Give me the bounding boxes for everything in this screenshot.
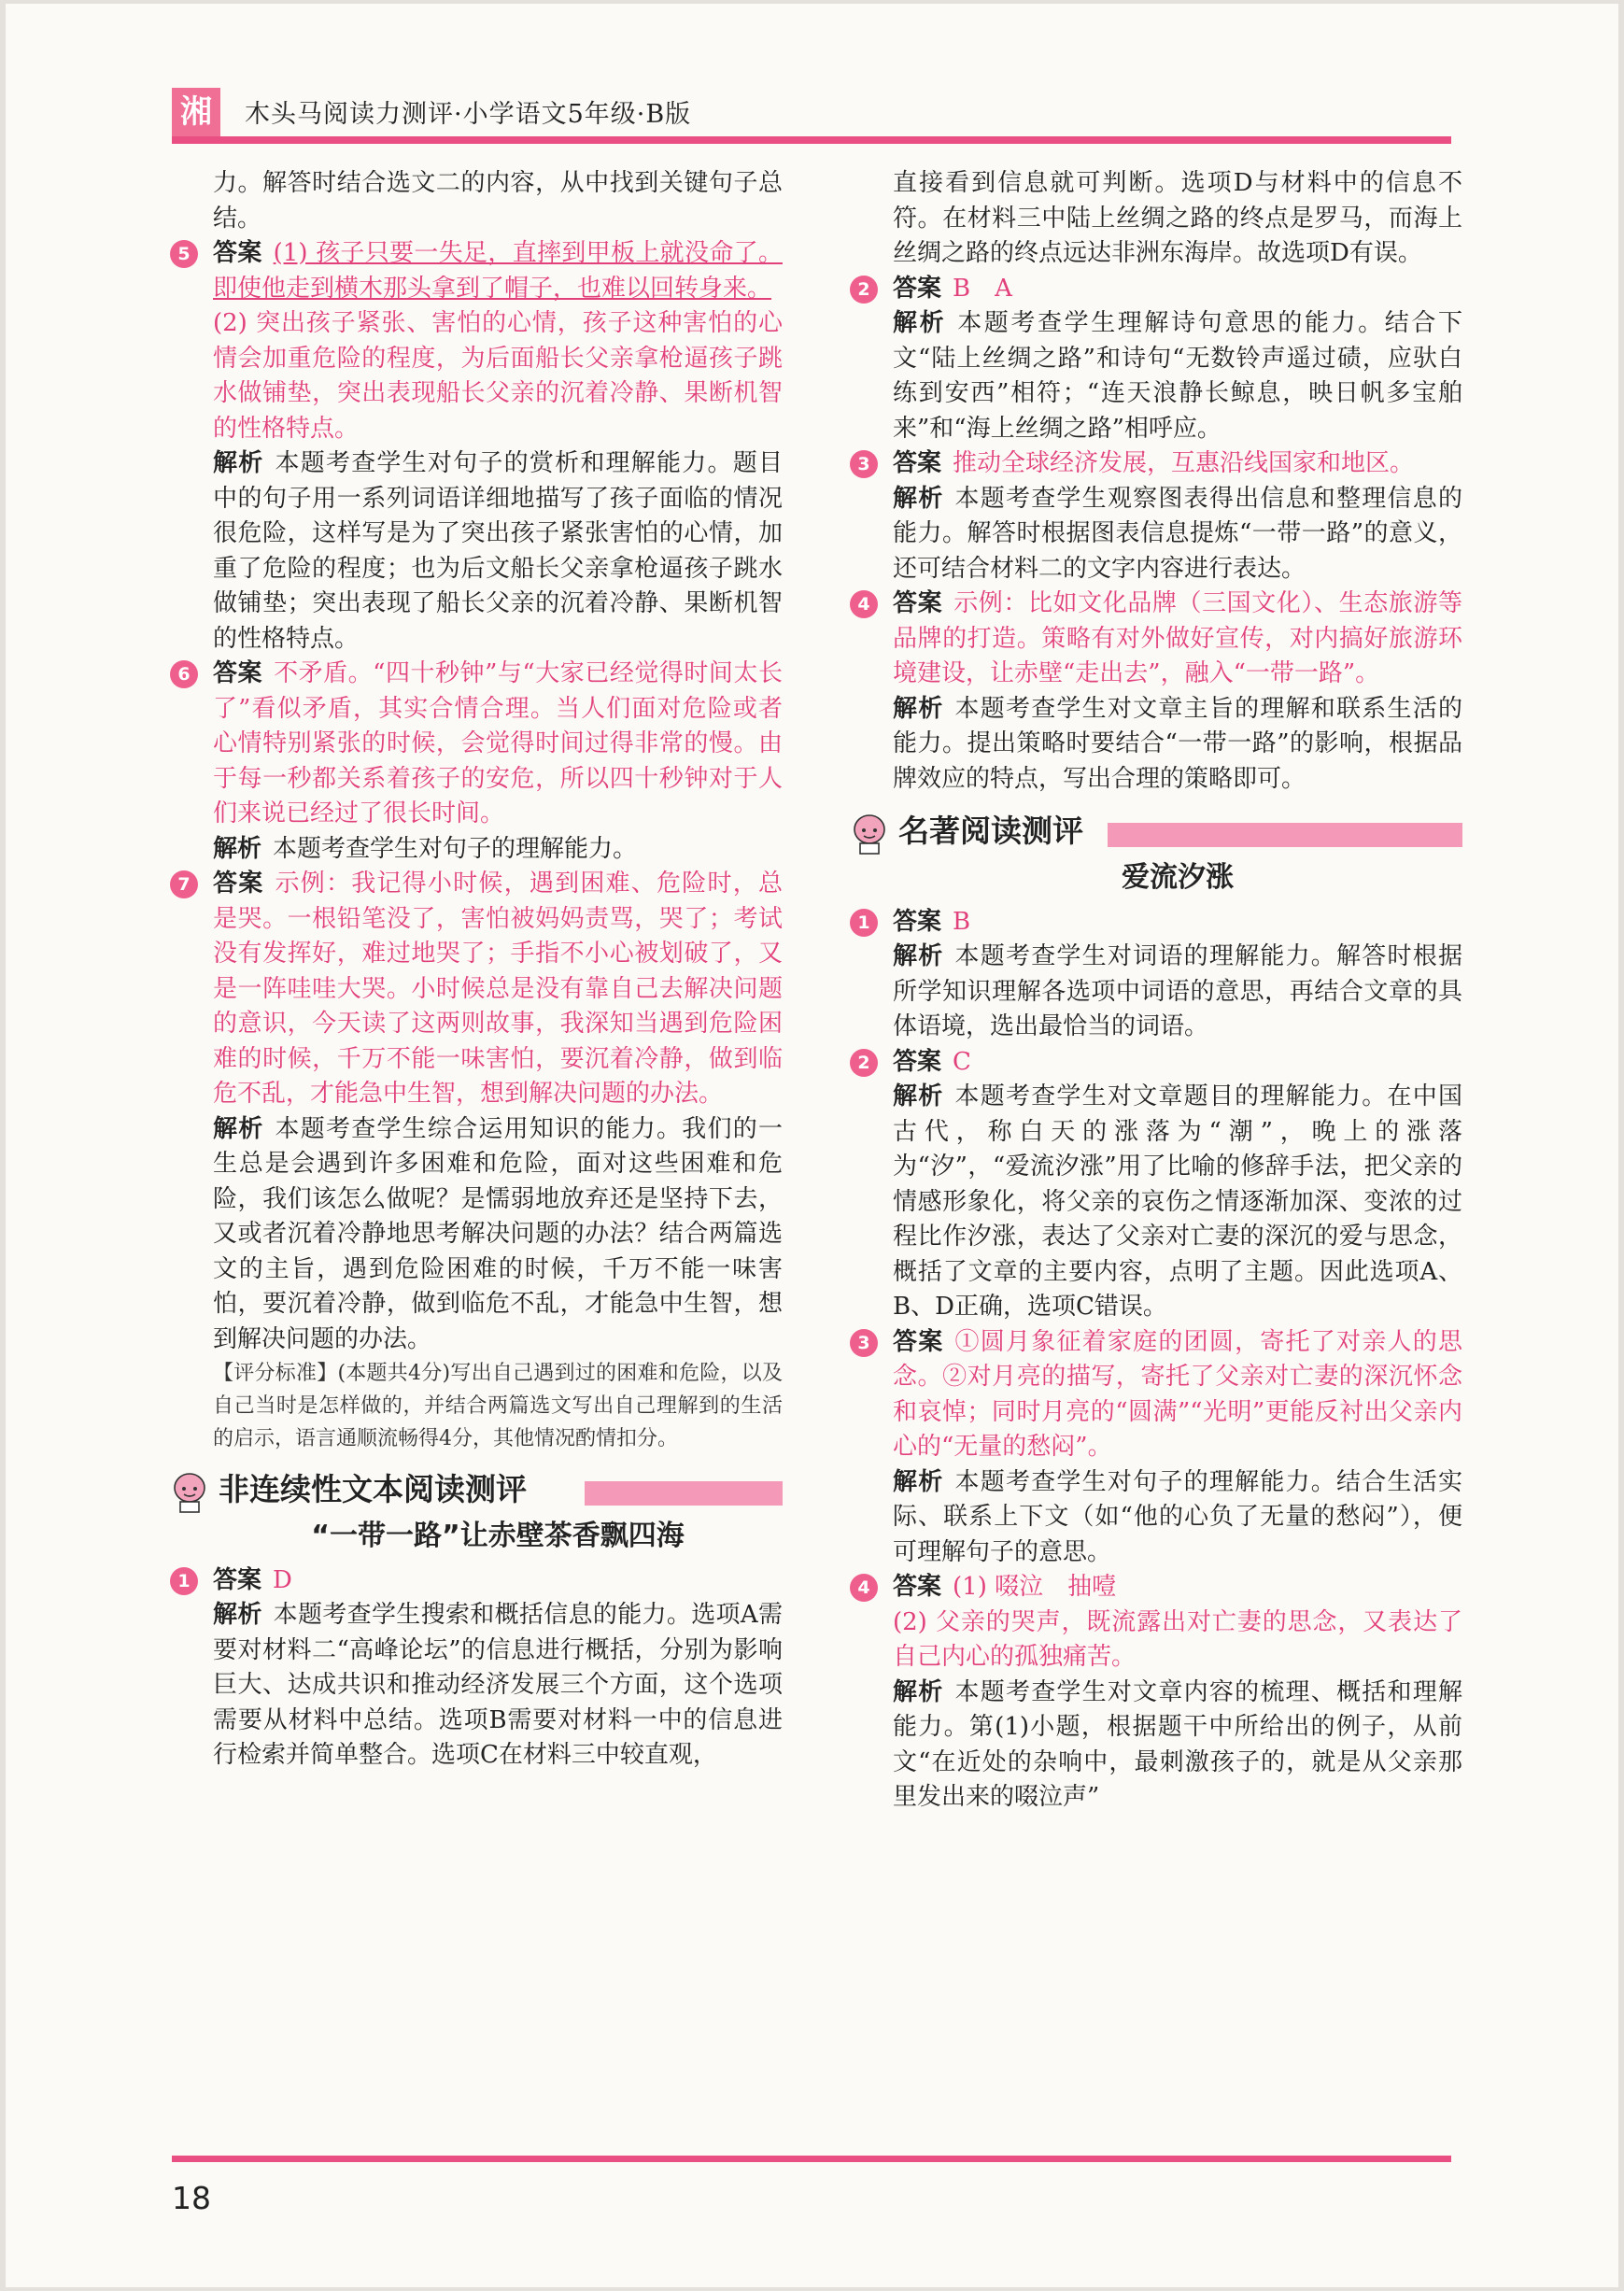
footer-rule bbox=[172, 2156, 1451, 2162]
section-subtitle: “一带一路”让赤壁茶香飘四海 bbox=[311, 1520, 685, 1552]
answer-label: 答案 bbox=[213, 870, 264, 898]
answer-text: 示例：我记得小时候，遇到困难、危险时，总是哭。一根铅笔没了，害怕被妈妈责骂，哭了；考试没有发挥好，难过地哭了；手指不小心被划破了，又是一阵哇哇大哭。小时候总是没有靠自己去解决问题的意识，今天读了这两则故事，我深知当遇到危险困难的时候，千万不能一味害怕，要沉着冷静，做到临危不乱，才能急中生智，想到解决问题的办法。 bbox=[213, 870, 783, 1108]
answer-text: B A bbox=[953, 274, 1012, 303]
analysis-text: 本题考查学生对句子的理解能力。 bbox=[273, 834, 638, 863]
analysis-text: 本题考查学生对文章主旨的理解和联系生活的能力。提出策略时要结合“一带一路”的影响，根据品牌效应的特点，写出合理的策略即可。 bbox=[893, 694, 1462, 793]
question-number: 2 bbox=[850, 1049, 878, 1077]
question-number: 4 bbox=[850, 1574, 878, 1602]
question-s3 bbox=[857, 446, 1462, 587]
question-number: 3 bbox=[850, 450, 878, 478]
analysis-text: 本题考查学生理解诗句意思的能力。结合下文“陆上丝绸之路”和诗句“无数铃声遥过碛，应驮白练到安西”相符；“连天浪静长鲸息，映日帆多宝舶来”和“海上丝绸之路”相呼应。 bbox=[893, 309, 1462, 443]
answer-label: 答案 bbox=[893, 589, 943, 617]
answer-text-2: (2) 父亲的哭声，既流露出对亡妻的思念，又表达了自己内心的孤独痛苦。 bbox=[893, 1607, 1462, 1671]
question-7 bbox=[177, 867, 783, 1455]
question-number: 2 bbox=[850, 276, 878, 304]
answer-text: B bbox=[953, 907, 971, 936]
question-m3 bbox=[857, 1325, 1462, 1571]
page-number: 18 bbox=[172, 2180, 211, 2216]
question-s4 bbox=[857, 587, 1462, 797]
answer-text: 示例：比如文化品牌（三国文化）、生态旅游等品牌的打造。策略有对外做好宣传，对内搞好旅游环境建设，让赤壁“走出去”，融入“一带一路”。 bbox=[893, 589, 1462, 687]
analysis-label: 解析 bbox=[213, 1601, 262, 1629]
section-header bbox=[213, 1470, 783, 1515]
right-column bbox=[857, 166, 1462, 1816]
analysis-label: 解析 bbox=[893, 1467, 944, 1496]
analysis-text: 本题考查学生对文章题目的理解能力。在中国古代，称白天的涨落为“潮”，晚上的涨落为“汐”，“爱流汐涨”用了比喻的修辞手法，把父亲的情感形象化，将父亲的哀伤之情逐渐加深、变浓的过程比作汐涨，表达了父亲对亡妻的深沉的爱与思念，概括了文章的主要内容，点明了主题。因此选项A、B、D正确，选项C错误。 bbox=[893, 1082, 1462, 1321]
analysis-label: 解析 bbox=[893, 484, 944, 513]
question-6 bbox=[177, 657, 783, 867]
analysis-label: 解析 bbox=[893, 309, 947, 337]
student-avatar-icon bbox=[170, 1472, 209, 1513]
answer-text: 推动全球经济发展，互惠沿线国家和地区。 bbox=[953, 449, 1415, 477]
student-avatar-icon bbox=[850, 813, 889, 855]
analysis-label: 解析 bbox=[213, 1114, 264, 1143]
answer-text-2: (2) 突出孩子紧张、害怕的心情，孩子这种害怕的心情会加重危险的程度，为后面船长父亲拿枪逼孩子跳水做铺垫，突出表现船长父亲的沉着冷静、果断机智的性格特点。 bbox=[213, 309, 783, 443]
analysis-text: 本题考查学生对词语的理解能力。解答时根据所学知识理解各选项中词语的意思，再结合文章的具体语境，选出最恰当的词语。 bbox=[893, 942, 1462, 1040]
answer-label: 答案 bbox=[213, 239, 262, 267]
analysis-text: 本题考查学生观察图表得出信息和整理信息的能力。解答时根据图表信息提炼“一带一路”的意义，还可结合材料二的文字内容进行表达。 bbox=[893, 484, 1462, 583]
question-number: 7 bbox=[170, 870, 198, 898]
question-m4 bbox=[857, 1570, 1462, 1816]
answer-text: (1) 孩子只要一失足，直摔到甲板上就没命了。即使他走到横木那头拿到了帽子，也难以回转身来。 bbox=[213, 239, 783, 303]
section-bar bbox=[585, 1481, 783, 1506]
answer-label: 答案 bbox=[893, 907, 942, 936]
analysis-text: 本题考查学生对句子的赏析和理解能力。题目中的句子用一系列词语详细地描写了孩子面临的情况很危险，这样写是为了突出孩子紧张害怕的心情，加重了危险的程度；也为后文船长父亲拿枪逼孩子跳水做铺垫；突出表现了船长父亲的沉着冷静、果断机智的性格特点。 bbox=[213, 449, 783, 653]
analysis-text: 本题考查学生综合运用知识的能力。我们的一生总是会遇到许多困难和危险，面对这些困难和危险，我们该怎么做呢？是懦弱地放弃还是坚持下去，又或者沉着冷静地思考解决问题的办法？结合两篇选文的主旨，遇到危险困难的时候，千万不能一味害怕，要沉着冷静，做到临危不乱，才能急中生智，想到解决问题的办法。 bbox=[213, 1114, 783, 1353]
analysis-label: 解析 bbox=[893, 1677, 944, 1706]
province-badge: 湘 bbox=[172, 88, 220, 136]
answer-label: 答案 bbox=[893, 449, 942, 477]
answer-text: 不矛盾。“四十秒钟”与“大家已经觉得时间太长了”看似矛盾，其实合情合理。当人们面对危险或者心情特别紧张的时候，会觉得时间过得非常的慢。由于每一秒都关系着孩子的安危，所以四十秒钟对于人们来说已经过了很长时间。 bbox=[213, 659, 783, 827]
section-header bbox=[893, 812, 1462, 856]
analysis-text: 本题考查学生对文章内容的梳理、概括和理解能力。第(1)小题，根据题干中所给出的例子，从前文“在近处的杂响中，最刺激孩子的，就是从父亲那里发出来的啜泣声” bbox=[893, 1677, 1462, 1811]
analysis-label: 解析 bbox=[213, 449, 264, 477]
left-column bbox=[177, 166, 783, 1774]
question-number: 6 bbox=[170, 660, 198, 688]
answer-text: D bbox=[273, 1565, 292, 1594]
answer-label: 答案 bbox=[893, 1573, 942, 1601]
continued-text: 直接看到信息就可判断。选项D与材料中的信息不符。在材料三中陆上丝绸之路的终点是罗马，而海上丝绸之路的终点远达非洲东海岸。故选项D有误。 bbox=[893, 169, 1462, 267]
page bbox=[6, 4, 1618, 2287]
question-number: 1 bbox=[850, 909, 878, 937]
section-title: 名著阅读测评 bbox=[898, 813, 1083, 849]
answer-label: 答案 bbox=[893, 274, 942, 303]
analysis-label: 解析 bbox=[893, 1082, 944, 1110]
question-number: 1 bbox=[170, 1567, 198, 1595]
question-s2 bbox=[857, 272, 1462, 447]
question-number: 5 bbox=[170, 240, 198, 268]
question-m2 bbox=[857, 1045, 1462, 1325]
question-number: 4 bbox=[850, 590, 878, 618]
section-subtitle: 爱流汐涨 bbox=[1122, 861, 1234, 894]
answer-text: ①圆月象征着家庭的团圆，寄托了对亲人的思念。②对月亮的描写，寄托了父亲对亡妻的深沉怀念和哀悼；同时月亮的“圆满”“光明”更能反衬出父亲内心的“无量的愁闷”。 bbox=[893, 1327, 1462, 1461]
question-s1 bbox=[177, 1563, 783, 1774]
answer-label: 答案 bbox=[893, 1047, 942, 1076]
answer-label: 答案 bbox=[213, 659, 263, 687]
answer-label: 答案 bbox=[893, 1327, 944, 1356]
scoring-standard: 【评分标准】(本题共4分)写出自己遇到过的困难和危险，以及自己当时是怎样做的，并结合两篇选文写出自己理解到的生活的启示，语言通顺流畅得4分，其他情况酌情扣分。 bbox=[213, 1362, 783, 1450]
header-rule bbox=[172, 136, 1451, 144]
analysis-label: 解析 bbox=[213, 834, 262, 863]
header-title: 木头马阅读力测评·小学语文5年级·B版 bbox=[245, 100, 692, 129]
continued-text: 力。解答时结合选文二的内容，从中找到关键句子总结。 bbox=[213, 169, 783, 233]
question-number: 3 bbox=[850, 1329, 878, 1357]
section-bar bbox=[1108, 823, 1462, 847]
analysis-label: 解析 bbox=[893, 942, 944, 970]
section-title: 非连续性文本阅读测评 bbox=[219, 1471, 527, 1507]
analysis-text: 本题考查学生搜索和概括信息的能力。选项A需要对材料二“高峰论坛”的信息进行概括，分别为影响巨大、达成共识和推动经济发展三个方面，这个选项需要从材料中总结。选项B需要对材料一中的信息进行检索并简单整合。选项C在材料三中较直观， bbox=[213, 1601, 783, 1769]
question-5 bbox=[177, 236, 783, 657]
answer-label: 答案 bbox=[213, 1565, 262, 1594]
answer-text: (1) 啜泣 抽噎 bbox=[953, 1573, 1117, 1601]
analysis-text: 本题考查学生对句子的理解能力。结合生活实际、联系上下文（如“他的心负了无量的愁闷”），便可理解句子的意思。 bbox=[893, 1467, 1462, 1566]
analysis-label: 解析 bbox=[893, 694, 944, 723]
page-header bbox=[172, 88, 1451, 133]
answer-text: C bbox=[953, 1047, 971, 1076]
question-m1 bbox=[857, 905, 1462, 1045]
